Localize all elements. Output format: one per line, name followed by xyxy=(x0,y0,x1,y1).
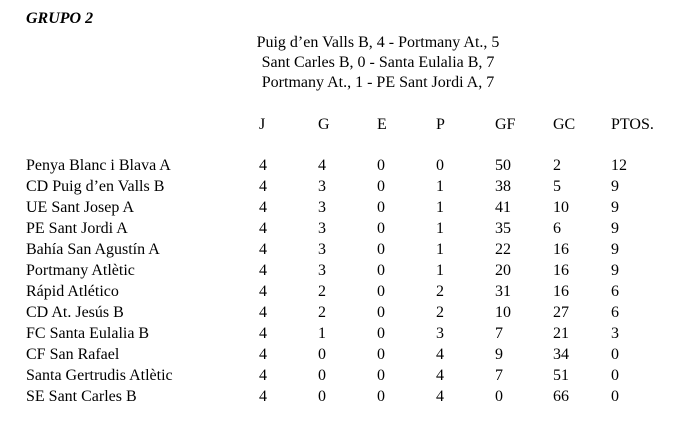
played: 4 xyxy=(259,388,267,405)
match-results xyxy=(0,33,699,93)
header-p: P xyxy=(436,116,445,133)
team-name: Santa Gertrudis Atlètic xyxy=(26,367,173,384)
points: 9 xyxy=(611,241,619,258)
match-result: Portmany At., 1 - PE Sant Jordi A, 7 xyxy=(261,74,495,91)
team-name: CD At. Jesús B xyxy=(26,304,124,321)
lost: 0 xyxy=(436,157,444,174)
goals-against: 16 xyxy=(553,283,569,300)
header-g: G xyxy=(318,116,330,133)
standings-table xyxy=(0,114,699,407)
goals-against: 2 xyxy=(553,157,561,174)
lost: 1 xyxy=(436,220,444,237)
group-title: GRUPO 2 xyxy=(26,10,94,27)
team-name: SE Sant Carles B xyxy=(26,388,137,405)
goals-against: 16 xyxy=(553,262,569,279)
team-name: CF San Rafael xyxy=(26,346,120,363)
goals-for: 10 xyxy=(495,304,511,321)
lost: 1 xyxy=(436,178,444,195)
won: 2 xyxy=(318,283,326,300)
table-row xyxy=(0,386,699,407)
lost: 4 xyxy=(436,346,444,363)
drawn: 0 xyxy=(377,304,385,321)
goals-against: 6 xyxy=(553,220,561,237)
goals-against: 51 xyxy=(553,367,569,384)
goals-against: 21 xyxy=(553,325,569,342)
played: 4 xyxy=(259,283,267,300)
points: 3 xyxy=(611,325,619,342)
drawn: 0 xyxy=(377,262,385,279)
lost: 2 xyxy=(436,304,444,321)
match-result: Sant Carles B, 0 - Santa Eulalia B, 7 xyxy=(261,54,495,71)
won: 0 xyxy=(318,388,326,405)
drawn: 0 xyxy=(377,199,385,216)
table-row xyxy=(0,260,699,281)
played: 4 xyxy=(259,178,267,195)
goals-for: 9 xyxy=(495,346,503,363)
played: 4 xyxy=(259,262,267,279)
lost: 1 xyxy=(436,241,444,258)
team-name: UE Sant Josep A xyxy=(26,199,134,216)
points: 0 xyxy=(611,367,619,384)
played: 4 xyxy=(259,241,267,258)
goals-for: 7 xyxy=(495,367,503,384)
team-name: PE Sant Jordi A xyxy=(26,220,128,237)
played: 4 xyxy=(259,304,267,321)
table-row xyxy=(0,302,699,323)
table-row xyxy=(0,176,699,197)
goals-for: 50 xyxy=(495,157,511,174)
won: 3 xyxy=(318,262,326,279)
points: 6 xyxy=(611,283,619,300)
points: 0 xyxy=(611,388,619,405)
table-row xyxy=(0,281,699,302)
header-e: E xyxy=(377,116,387,133)
goals-against: 66 xyxy=(553,388,569,405)
goals-against: 5 xyxy=(553,178,561,195)
points: 0 xyxy=(611,346,619,363)
won: 3 xyxy=(318,199,326,216)
drawn: 0 xyxy=(377,325,385,342)
played: 4 xyxy=(259,220,267,237)
table-row xyxy=(0,197,699,218)
team-name: FC Santa Eulalia B xyxy=(26,325,150,342)
won: 2 xyxy=(318,304,326,321)
goals-for: 22 xyxy=(495,241,511,258)
points: 12 xyxy=(611,157,627,174)
goals-for: 38 xyxy=(495,178,511,195)
header-gc: GC xyxy=(553,116,576,133)
lost: 3 xyxy=(436,325,444,342)
drawn: 0 xyxy=(377,367,385,384)
team-name: Penya Blanc i Blava A xyxy=(26,157,171,174)
drawn: 0 xyxy=(377,157,385,174)
table-row xyxy=(0,218,699,239)
goals-for: 0 xyxy=(495,388,503,405)
goals-against: 10 xyxy=(553,199,569,216)
lost: 1 xyxy=(436,262,444,279)
drawn: 0 xyxy=(377,283,385,300)
won: 0 xyxy=(318,367,326,384)
played: 4 xyxy=(259,199,267,216)
won: 3 xyxy=(318,178,326,195)
points: 9 xyxy=(611,178,619,195)
goals-against: 34 xyxy=(553,346,569,363)
won: 4 xyxy=(318,157,326,174)
match-result: Puig d’en Valls B, 4 - Portmany At., 5 xyxy=(256,34,500,51)
table-row xyxy=(0,365,699,386)
header-j: J xyxy=(259,116,266,133)
drawn: 0 xyxy=(377,346,385,363)
goals-for: 31 xyxy=(495,283,511,300)
team-name: CD Puig d’en Valls B xyxy=(26,178,165,195)
goals-for: 41 xyxy=(495,199,511,216)
header-gf: GF xyxy=(495,116,516,133)
header-ptos: PTOS. xyxy=(611,116,654,133)
goals-for: 20 xyxy=(495,262,511,279)
played: 4 xyxy=(259,157,267,174)
points: 6 xyxy=(611,304,619,321)
lost: 4 xyxy=(436,367,444,384)
team-name: Rápid Atlético xyxy=(26,283,119,300)
goals-against: 27 xyxy=(553,304,569,321)
won: 1 xyxy=(318,325,326,342)
team-name: Portmany Atlètic xyxy=(26,262,135,279)
lost: 4 xyxy=(436,388,444,405)
lost: 1 xyxy=(436,199,444,216)
points: 9 xyxy=(611,220,619,237)
team-name: Bahía San Agustín A xyxy=(26,241,160,258)
drawn: 0 xyxy=(377,178,385,195)
table-body xyxy=(0,155,699,407)
drawn: 0 xyxy=(377,220,385,237)
lost: 2 xyxy=(436,283,444,300)
drawn: 0 xyxy=(377,388,385,405)
goals-against: 16 xyxy=(553,241,569,258)
played: 4 xyxy=(259,367,267,384)
won: 3 xyxy=(318,241,326,258)
won: 3 xyxy=(318,220,326,237)
played: 4 xyxy=(259,346,267,363)
played: 4 xyxy=(259,325,267,342)
table-header xyxy=(0,114,699,135)
table-row xyxy=(0,155,699,176)
won: 0 xyxy=(318,346,326,363)
points: 9 xyxy=(611,199,619,216)
drawn: 0 xyxy=(377,241,385,258)
goals-for: 35 xyxy=(495,220,511,237)
table-row xyxy=(0,239,699,260)
points: 9 xyxy=(611,262,619,279)
table-row xyxy=(0,344,699,365)
table-row xyxy=(0,323,699,344)
goals-for: 7 xyxy=(495,325,503,342)
